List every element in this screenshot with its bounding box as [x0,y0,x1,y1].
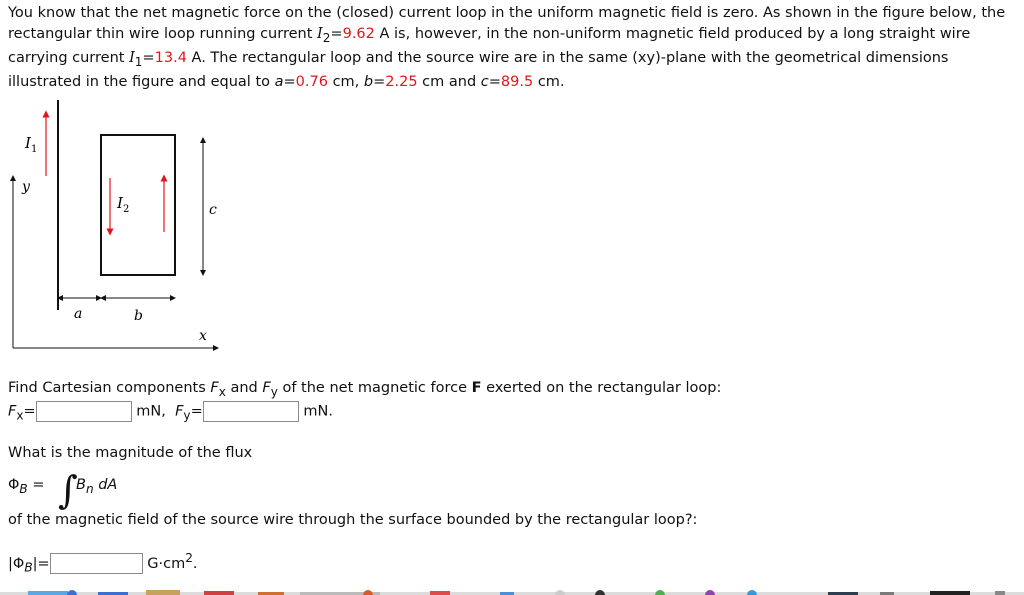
i1-value: 13.4 [154,49,187,66]
fy-unit: mN. [303,403,333,420]
a-value: 0.76 [295,74,328,91]
flux-input[interactable] [50,553,143,574]
force-answer-row [8,401,333,425]
i2-value: 9.62 [342,25,375,42]
c-value: 89.5 [500,74,534,91]
fx-sub-inline: x [218,384,226,399]
a-unit: cm [332,74,355,91]
flux-question-intro: What is the magnitude of the flux [8,445,253,461]
fy-symbol-inline: F [262,380,271,396]
integrand-sub: n [85,481,94,496]
flux-unit-end: . [192,555,198,572]
abs-right: |= [32,555,50,572]
loop-diagram [0,90,240,360]
fx-input[interactable] [36,401,132,422]
fy-label: F [175,403,184,420]
integrand-b: B [76,477,86,493]
abs-phi-sub: B [24,560,33,575]
fx-symbol-inline: F [210,380,219,396]
problem-statement: You know that the net magnetic force on the (closed) current loop in the uniform magnetic field is zero. As shown in the figure below, the rectangular thin wire loop running current $I_2=9.62$ A is, however, in the non-uniform magnetic field produced by a long straight wire carrying current $I_1=13.4$ A. The rectangular loop and the source wire are in the same (xy)-plane with the geometrical dimensions illustrated in the figure and equal to a=0.76 cm, b=2.25 cm and c=89.5 cm. [8,5,1006,91]
y-axis-label: y [22,179,30,195]
b-label: b [134,308,143,324]
flux-question-followup: of the magnetic field of the source wire through the surface bounded by the rectangular loop?: [8,512,698,528]
fy-eq: = [190,403,203,420]
force-bold: F [471,380,482,396]
b-value: 2.25 [385,74,418,91]
flux-unit: G·cm [147,555,186,572]
c-label: c [209,202,217,218]
flux-eq: = [27,477,45,493]
fy-input[interactable] [203,401,299,422]
b-unit: cm [422,74,445,91]
fx-label-sub: x [16,408,24,423]
abs-phi: Φ [12,555,25,572]
a-label: a [74,306,83,322]
dock-strip [0,588,1024,595]
abs-left: | [8,555,13,572]
integrand-da: dA [93,477,118,493]
intro-text-1: You know that the net magnetic force on the (closed) current loop in the uniform magnetic field is zero. As shown in the figure below, the rectangular thin wire loop running current [8,5,1006,42]
fx-eq: = [23,403,36,420]
phi-subscript: B [19,481,28,496]
i1-symbol: I [129,49,135,66]
fx-label: F [8,403,17,420]
c-unit: cm [537,74,560,91]
fy-sub-inline: y [270,384,278,399]
phi-symbol: Φ [8,477,20,493]
force-question-text-1: Find Cartesian components [8,380,211,396]
force-question-text-3: of the net magnetic force [277,380,472,396]
i2-subscript: 2 [322,30,331,45]
i1-label: $I_1$ [25,134,38,155]
x-axis-label: x [199,328,207,344]
flux-answer-row [8,548,198,578]
intro-text-3: A. The rectangular loop and the source wire are in the same (xy)-plane with the geometrical dimensions illustrated in the figure and equal to [8,49,949,91]
integral-sign: ∫ [58,468,78,512]
intro-text-2: A is, however, in the non-uniform magnetic field produced by a long straight wire carrying current [8,25,971,66]
flux-unit-sup: 2 [185,551,193,565]
fy-label-sub: y [183,408,191,423]
i1-subscript: 1 [134,54,143,69]
fx-unit: mN, [136,403,166,420]
i2-symbol: I [317,25,323,42]
force-question [8,378,721,402]
i2-label: $I_2$ [117,194,130,215]
force-question-text-4: exerted on the rectangular loop: [481,380,722,396]
force-question-text-2: and [225,380,263,396]
